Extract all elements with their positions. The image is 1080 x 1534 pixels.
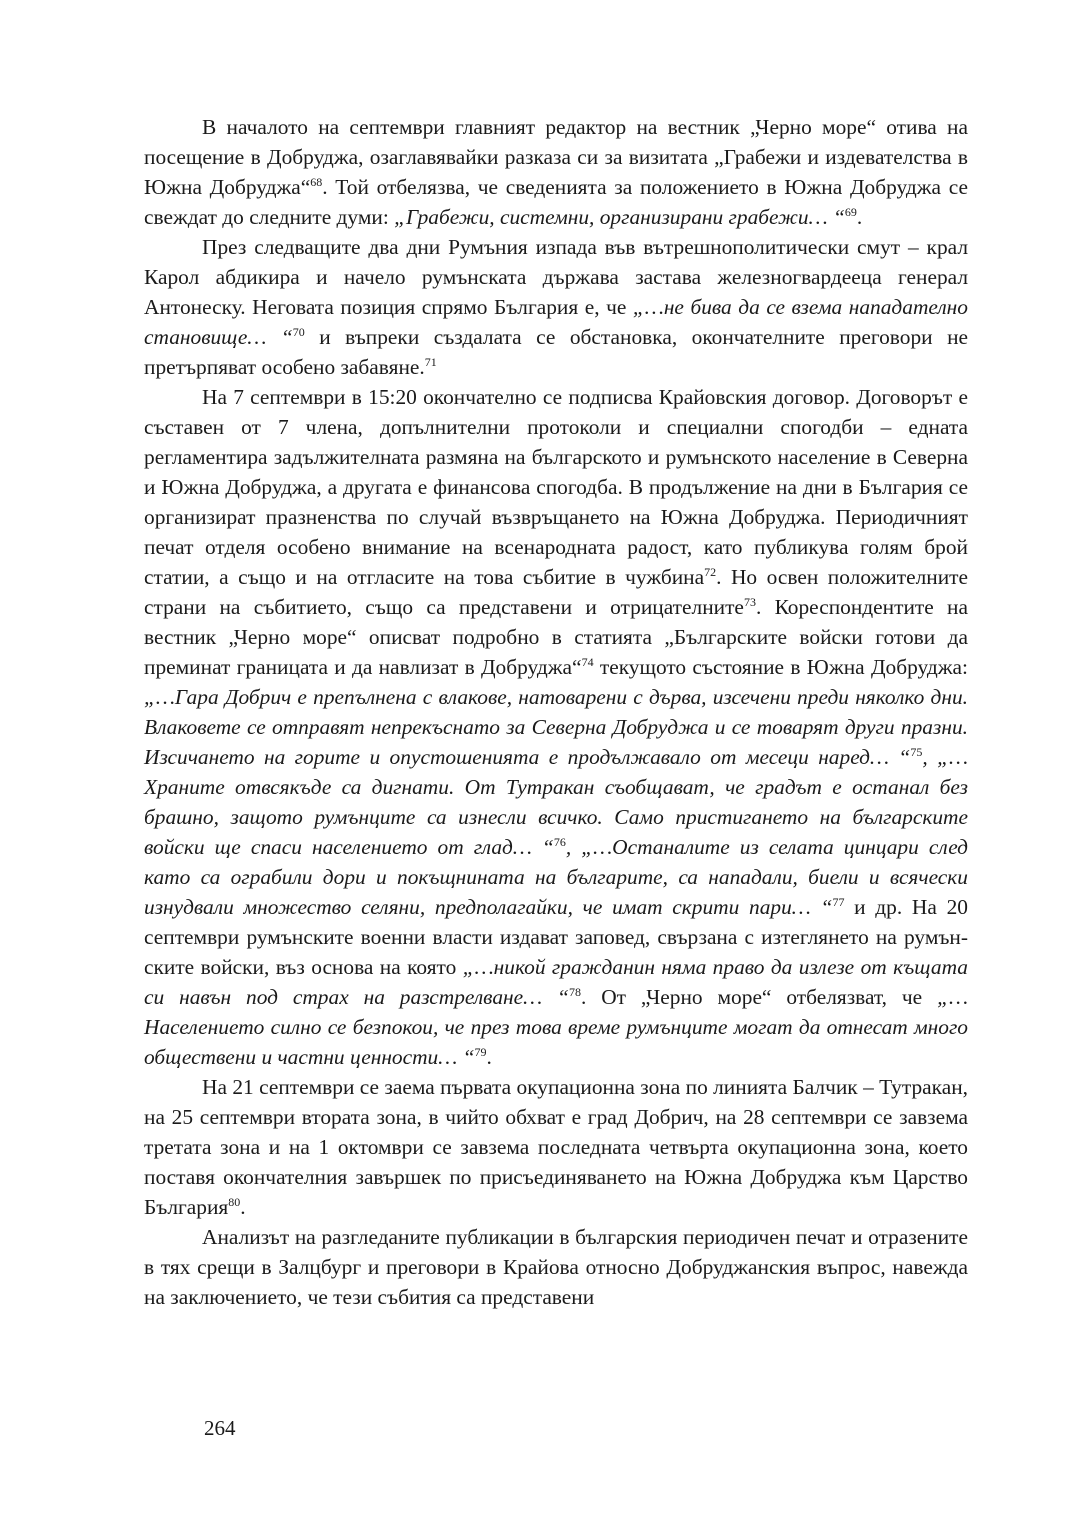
text-segment: . Но освен положителните страни на събитието, също са представени и отрицателните [144, 565, 968, 619]
page-number: 264 [204, 1416, 236, 1440]
footnote-ref[interactable]: 70 [292, 325, 305, 339]
body-text [144, 112, 968, 1312]
text-segment: През следващите два дни Румъния изпада във вътрешнополитически смут – крал Карол абдикира и начело румънската държава застава железногвардееца генерал Антонеску. Неговата позиция спрямо България е, че [144, 235, 968, 319]
footnote-ref[interactable]: 68 [310, 175, 323, 189]
footnote-ref[interactable]: 80 [228, 1195, 241, 1209]
quote-segment: „…не бива да се взема нападателно становище… “ [144, 295, 968, 349]
footnote-ref[interactable]: 74 [581, 655, 594, 669]
text-segment: На 7 септември в 15:20 окончателно се подписва Крайовския договор. Договорът е съставен от 7 члена, допълнителни протоколи и специални спогодби – едната регламентира задължителната размяна на българското и румънското население в Северна и Южна Добруджа, а другата е финансова спогодба. В продължение на дни в България се организират празненства по случай възвръщането на Южна Добруджа. Периодичният печат отделя особено внимание на всенародната радост, като публикува голям брой статии, а също и на отгласите на това събитие в чужбина [144, 385, 968, 589]
text-segment: текущото състояние в Южна Добруджа: [593, 655, 968, 679]
paragraph [144, 1072, 968, 1222]
paragraph [144, 1222, 968, 1312]
quote-segment: „…Гара Добрич е препълнена с влакове, натоварени с дърва, изсечени преди няколко дни. Влаковете се отправят непрекъснато за Северна Добруджа и се товарят други празни. Изсичането на горите и опустошенията е продължавало от месеци наред… “ [144, 685, 968, 769]
quote-segment: , „…Храните отвсякъде са дигнати. От Тутракан съобщават, че градът е останал без брашно, защото румънците са изнесли всичко. Само пристигането на българските войски ще спаси населението от глад… “ [144, 745, 968, 859]
paragraph [144, 232, 968, 382]
paragraph [144, 112, 968, 232]
text-segment: . [486, 1045, 492, 1069]
text-segment: . [856, 205, 863, 229]
text-segment: и др. На 20 септември румънските военни власти издават заповед, свързана с изтеглянето на румънските войски, въз основа на която [144, 895, 968, 979]
footnote-ref[interactable]: 77 [832, 895, 845, 909]
footnote-ref[interactable]: 71 [424, 355, 437, 369]
footnote-ref[interactable]: 72 [704, 565, 717, 579]
footnote-ref[interactable]: 69 [844, 205, 857, 219]
text-segment: На 21 септември се заема първата окупационна зона по линията Балчик – Тутракан, на 25 септември втората зона, в чийто обхват е град Добрич, на 28 септември се завзема третата зона и на 1 октомври се завзема последната четвърта окупационна зона, което поставя окончателния завършек по присъединяването на Южна Добруджа към Царство България [144, 1075, 968, 1219]
text-segment: . Кореспондентите на вестник „Черно море“ описват подробно в статията „Българските войски готови да преминат границата и да навлизат в Добруджа“ [144, 595, 968, 679]
paragraph [144, 382, 968, 1072]
text-segment: и въпреки създалата се обстановка, окончателните преговори не претърпяват особено забавяне. [144, 325, 969, 379]
quote-segment: , „…Останалите из селата цинцари след като са ограбили дори и покъщнината на българите, са нападали, биели и всячески изнудвали множество селяни, предполагайки, че имат скрити пари… “ [144, 835, 969, 919]
quote-segment: „…никой гражданин няма право да излезе от къщата си навън под страх на разстрелване… “ [144, 955, 968, 1009]
quote-segment: „…Населението силно се безпокои, че през това време румънците могат да отнесат много обществени и частни ценности… “ [144, 985, 968, 1069]
quote-segment: „Грабежи, системни, организирани грабежи… “ [394, 205, 845, 229]
footnote-ref[interactable]: 76 [553, 835, 566, 849]
footnote-ref[interactable]: 78 [568, 985, 581, 999]
text-segment: Анализът на разгледаните публикации в българския периодичен печат и отразените в тях срещи в Залцбург и преговори в Крайова относно Добруджанския въпрос, навежда на заключението, че тези събития са представени [144, 1225, 968, 1309]
footnote-ref[interactable]: 73 [743, 595, 756, 609]
footnote-ref[interactable]: 75 [910, 745, 923, 759]
text-segment: В началото на септември главният редактор на вестник „Черно море“ отива на посещение в Добруджа, озаглавявайки разказа си за визитата „Грабежи и издевателства в Южна Добруджа“ [144, 115, 968, 199]
text-segment: . От „Черно море“ отбелязват, че [580, 985, 938, 1009]
text-segment: . [240, 1195, 246, 1219]
footnote-ref[interactable]: 79 [474, 1045, 487, 1059]
text-segment: . Той отбелязва, че сведенията за положението в Южна Добруджа се свеждат до следните думи: [144, 175, 968, 229]
